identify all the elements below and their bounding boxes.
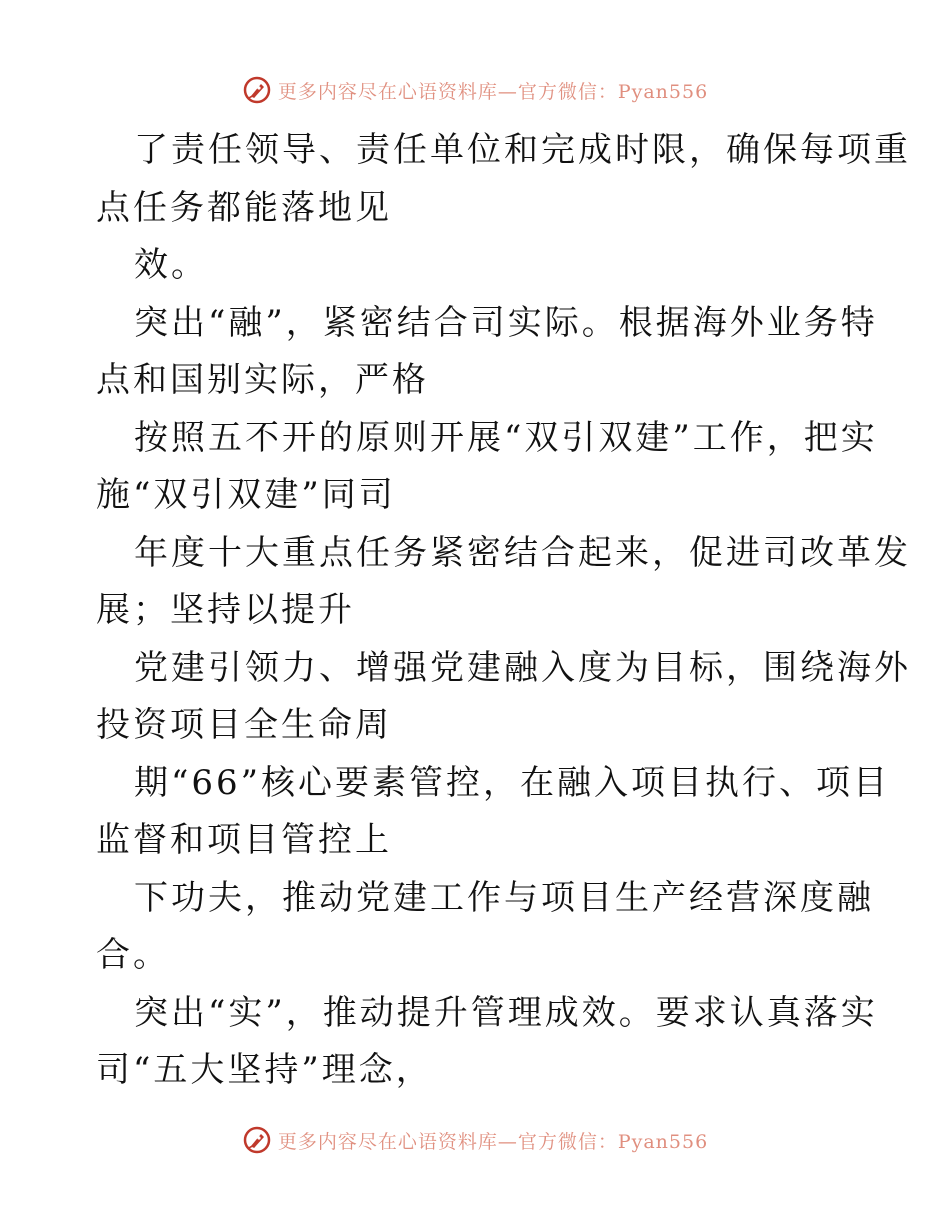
- header-banner: [0, 70, 950, 110]
- body-line: 下功夫，推动党建工作与项目生产经营深度融: [134, 877, 874, 918]
- header-banner-text: 更多内容尽在心语资料库—官方微信：Pyan556: [277, 80, 709, 103]
- body-line: 施“双引双建”同司: [96, 475, 396, 515]
- pen-nib-circle-icon: [242, 1125, 272, 1155]
- body-line: 期“66”核心要素管控，在融入项目执行、项目: [134, 762, 891, 803]
- body-line: 点任务都能落地见: [96, 187, 392, 228]
- body-line: 年度十大重点任务紧密结合起来，促进司改革发: [134, 532, 911, 573]
- footer-banner: [0, 1120, 950, 1160]
- body-line: 监督和项目管控上: [96, 820, 392, 860]
- body-line: 按照五不开的原则开展“双引双建”工作，把实: [134, 417, 878, 458]
- body-line: 展；坚持以提升: [96, 590, 355, 630]
- document-body: [96, 122, 911, 1100]
- pen-nib-circle-icon: [242, 75, 272, 105]
- body-line: 司“五大坚持”理念，: [96, 1050, 433, 1090]
- body-line: 了责任领导、责任单位和完成时限，确保每项重: [134, 130, 911, 170]
- body-line: 效。: [134, 245, 208, 285]
- body-line: 合。: [96, 935, 170, 975]
- body-line: 突出“实”，推动提升管理成效。要求认真落实: [134, 992, 878, 1033]
- body-line: 党建引领力、增强党建融入度为目标，围绕海外: [134, 647, 911, 688]
- footer-banner-text: 更多内容尽在心语资料库—官方微信：Pyan556: [277, 1130, 709, 1153]
- body-line: 投资项目全生命周: [96, 705, 392, 745]
- body-line: 突出“融”，紧密结合司实际。根据海外业务特: [134, 302, 878, 343]
- body-line: 点和国别实际，严格: [96, 360, 429, 400]
